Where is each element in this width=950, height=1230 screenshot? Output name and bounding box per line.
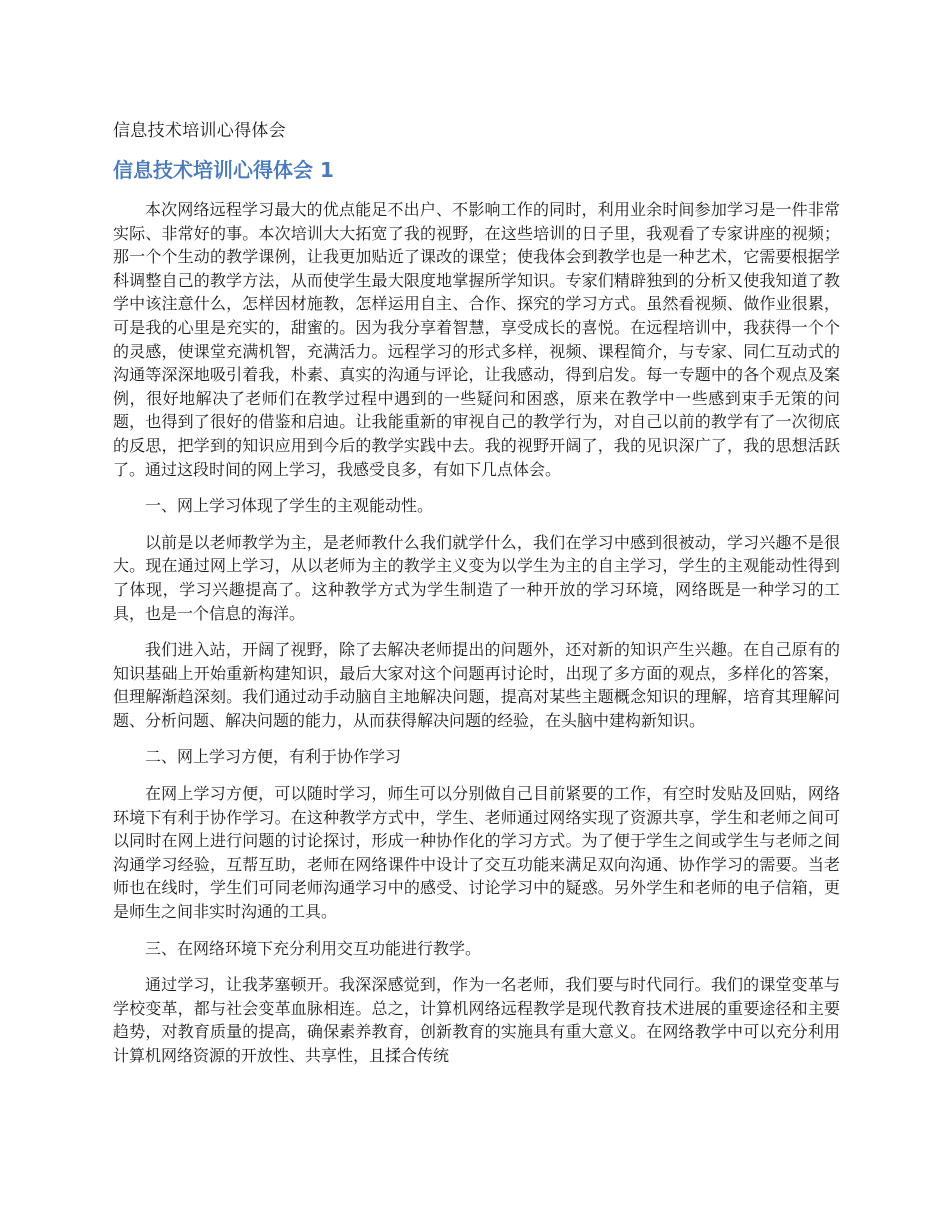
section-heading-3: 三、在网络环境下充分利用交互功能进行教学。 xyxy=(145,938,482,958)
document-page xyxy=(113,118,840,1081)
section-heading-1: 一、网上学习体现了学生的主观能动性。 xyxy=(145,496,434,516)
paragraph-section1-b: 我们进入站，开阔了视野，除了去解决老师提出的问题外，还对新的知识产生兴趣。在自己原有的知识基础上开始重新构建知识，最后大家对这个问题再讨论时，出现了多方面的观点，多样化的答案，但理解渐趋深刻。我们通过动手动脑自主地解决问题，提高对某些主题概念知识的理解，培育其理解问题、分析问题、解决问题的能力，从而获得解决问题的经验，在头脑中建构新知识。 xyxy=(113,640,840,730)
paragraph-section2: 在网上学习方便，可以随时学习，师生可以分别做自己目前紧要的工作，有空时发贴及回贴，网络环境下有利于协作学习。在这种教学方式中，学生、老师通过网络实现了资源共享，学生和老师之间可以同时在网上进行问题的讨论探讨，形成一种协作化的学习方式。为了便于学生之间或学生与老师之间沟通学习经验，互帮互助，老师在网络课件中设计了交互功能来满足双向沟通、协作学习的需要。当老师也在线时，学生们可同老师沟通学习中的感受、讨论学习中的疑惑。另外学生和老师的电子信箱，更是师生之间非实时沟通的工具。 xyxy=(113,784,840,922)
document-title-label: 信息技术培训心得体会 xyxy=(113,121,286,141)
paragraph-intro: 本次网络远程学习最大的优点能足不出户、不影响工作的同时，利用业余时间参加学习是一件非常实际、非常好的事。本次培训大大拓宽了我的视野，在这些培训的日子里，我观看了专家讲座的视频；那一个个生动的教学课例，让我更加贴近了课改的课堂；使我体会到教学也是一种艺术，它需要根据学科调整自己的教学方法，从而使学生最大限度地掌握所学知识。专家们精辟独到的分析又使我知道了教学中该注意什么，怎样因材施教，怎样运用自主、合作、探究的学习方式。虽然看视频、做作业很累，可是我的心里是充实的，甜蜜的。因为我分享着智慧，享受成长的喜悦。在远程培训中，我获得一个个的灵感，使课堂充满机智，充满活力。远程学习的形式多样，视频、课程简介，与专家、同仁互动式的沟通等深深地吸引着我，朴素、真实的沟通与评论，让我感动，得到启发。每一专题中的各个观点及案例，很好地解决了老师们在教学过程中遇到的一些疑问和困惑，原来在教学中一些感到束手无策的问题，也得到了很好的借鉴和启迪。让我能重新的审视自己的教学行为，对自己以前的教学有了一次彻底的反思，把学到的知识应用到今后的教学实践中去。我的视野开阔了，我的见识深广了，我的思想活跃了。通过这段时间的网上学习，我感受良多，有如下几点体会。 xyxy=(113,200,840,479)
document-heading: 信息技术培训心得体会 1 xyxy=(113,158,334,182)
paragraph-section1-a: 以前是以老师教学为主，是老师教什么我们就学什么，我们在学习中感到很被动，学习兴趣不是很大。现在通过网上学习，从以老师为主的教学主义变为以学生为主的自主学习，学生的主观能动性得到了体现，学习兴趣提高了。这种教学方式为学生制造了一种开放的学习环境，网络既是一种学习的工具，也是一个信息的海洋。 xyxy=(113,532,840,623)
section-heading-2: 二、网上学习方便，有利于协作学习 xyxy=(145,747,402,767)
paragraph-section3: 通过学习，让我茅塞顿开。我深深感觉到，作为一名老师，我们要与时代同行。我们的课堂变革与学校变革，都与社会变革血脉相连。总之，计算机网络远程教学是现代教育技术进展的重要途径和主要趋势，对教育质量的提高，确保素养教育，创新教育的实施具有重大意义。在网络教学中可以充分利用计算机网络资源的开放性、共享性，且揉合传统 xyxy=(113,975,840,1065)
